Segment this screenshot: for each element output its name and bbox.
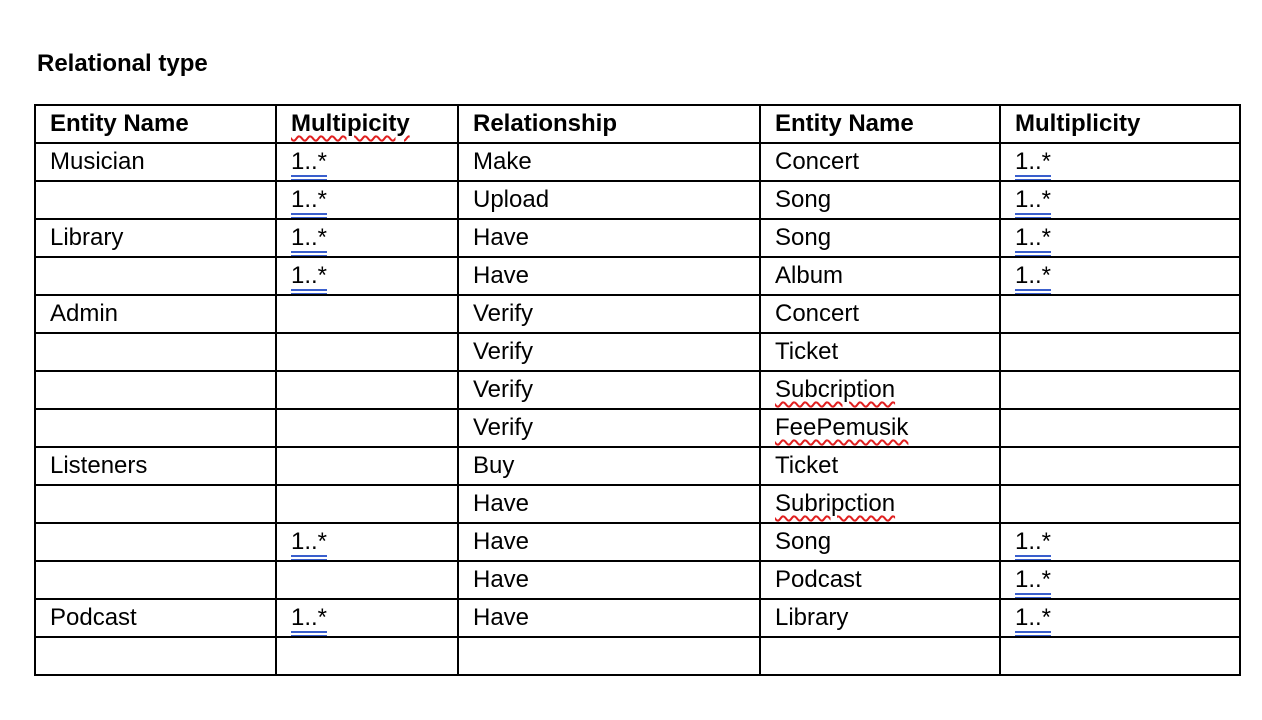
entity-name-2-cell <box>760 485 1000 523</box>
entity-name-2-cell <box>760 599 1000 637</box>
header-entity-name: Entity Name <box>35 105 276 143</box>
entity-name-2-cell <box>760 181 1000 219</box>
cell-text: Have <box>473 566 530 593</box>
cell-text: Have <box>473 224 530 251</box>
table-row <box>35 181 1240 219</box>
relational-type-table <box>34 104 1241 676</box>
cell-text: Have <box>473 490 530 517</box>
multiplicity-cell <box>276 181 458 219</box>
entity-name-cell <box>35 219 276 257</box>
document-title: Relational type <box>37 50 208 77</box>
table-header-row <box>35 105 1240 143</box>
cell-text: Buy <box>473 452 515 479</box>
cell-text: 1..* <box>1015 224 1052 251</box>
multiplicity-2-cell <box>1000 181 1240 219</box>
multiplicity-cell <box>276 447 458 485</box>
table-row <box>35 409 1240 447</box>
cell-text: Verify <box>473 414 534 441</box>
cell-text: Concert <box>775 148 860 175</box>
table-row <box>35 371 1240 409</box>
entity-name-cell <box>35 181 276 219</box>
cell-text: 1..* <box>291 262 328 289</box>
cell-text: 1..* <box>1015 186 1052 213</box>
table-row <box>35 295 1240 333</box>
cell-text: Concert <box>775 300 860 327</box>
relationship-cell <box>458 371 760 409</box>
relationship-cell <box>458 333 760 371</box>
multiplicity-2-cell <box>1000 295 1240 333</box>
table-row <box>35 561 1240 599</box>
cell-text: Song <box>775 186 832 213</box>
multiplicity-2-cell <box>1000 143 1240 181</box>
multiplicity-cell <box>276 257 458 295</box>
multiplicity-cell <box>276 485 458 523</box>
cell-text: 1..* <box>1015 528 1052 555</box>
relationship-cell <box>458 257 760 295</box>
cell-text: Have <box>473 528 530 555</box>
multiplicity-2-cell <box>1000 333 1240 371</box>
entity-name-cell <box>35 333 276 371</box>
relationship-cell <box>458 143 760 181</box>
multiplicity-2-cell <box>1000 447 1240 485</box>
cell-text: Album <box>775 262 844 289</box>
entity-name-cell <box>35 485 276 523</box>
relationship-cell <box>458 485 760 523</box>
cell-text: Verify <box>473 376 534 403</box>
relationship-cell <box>458 447 760 485</box>
entity-name-2-cell <box>760 561 1000 599</box>
cell-text: Song <box>775 528 832 555</box>
entity-name-cell <box>35 599 276 637</box>
entity-name-2-cell <box>760 257 1000 295</box>
cell-text: Subcription <box>775 376 896 403</box>
entity-name-cell <box>35 409 276 447</box>
table-row <box>35 485 1240 523</box>
multiplicity-cell <box>276 599 458 637</box>
cell-text: Verify <box>473 338 534 365</box>
cell-text: Listeners <box>50 452 148 479</box>
table-row <box>35 333 1240 371</box>
table-row <box>35 599 1240 637</box>
cell-text: Library <box>50 224 124 251</box>
entity-name-2-cell <box>760 523 1000 561</box>
cell-text: Podcast <box>775 566 862 593</box>
cell-text: Subripction <box>775 490 896 517</box>
multiplicity-cell <box>276 561 458 599</box>
cell-text: 1..* <box>1015 262 1052 289</box>
multiplicity-2-cell <box>1000 257 1240 295</box>
table-row <box>35 447 1240 485</box>
relationship-cell <box>458 523 760 561</box>
entity-name-cell <box>35 447 276 485</box>
entity-name-2-cell <box>760 637 1000 675</box>
entity-name-2-cell <box>760 447 1000 485</box>
multiplicity-cell <box>276 143 458 181</box>
table-row <box>35 219 1240 257</box>
relationship-cell <box>458 181 760 219</box>
multiplicity-2-cell <box>1000 561 1240 599</box>
multiplicity-2-cell <box>1000 637 1240 675</box>
multiplicity-cell <box>276 409 458 447</box>
entity-name-2-cell <box>760 333 1000 371</box>
relationship-cell <box>458 219 760 257</box>
cell-text: Library <box>775 604 849 631</box>
entity-name-cell <box>35 143 276 181</box>
cell-text: 1..* <box>291 604 328 631</box>
multiplicity-2-cell <box>1000 371 1240 409</box>
cell-text: 1..* <box>291 224 328 251</box>
cell-text: 1..* <box>1015 148 1052 175</box>
cell-text: 1..* <box>291 148 328 175</box>
cell-text: Ticket <box>775 452 839 479</box>
header-entity-name-2: Entity Name <box>760 105 1000 143</box>
relationship-cell <box>458 295 760 333</box>
entity-name-cell <box>35 523 276 561</box>
entity-name-2-cell <box>760 371 1000 409</box>
cell-text: Admin <box>50 300 119 327</box>
header-multiplicity: Multipicity <box>276 105 458 143</box>
entity-name-cell <box>35 637 276 675</box>
entity-name-2-cell <box>760 219 1000 257</box>
cell-text: FeePemusik <box>775 414 909 441</box>
table-row <box>35 637 1240 675</box>
entity-name-2-cell <box>760 143 1000 181</box>
table-row <box>35 143 1240 181</box>
multiplicity-2-cell <box>1000 219 1240 257</box>
table-body <box>35 143 1240 675</box>
cell-text: 1..* <box>291 186 328 213</box>
cell-text: Musician <box>50 148 145 175</box>
relationship-cell <box>458 599 760 637</box>
multiplicity-2-cell <box>1000 523 1240 561</box>
relationship-cell <box>458 637 760 675</box>
multiplicity-2-cell <box>1000 485 1240 523</box>
cell-text: Make <box>473 148 532 175</box>
multiplicity-cell <box>276 523 458 561</box>
multiplicity-cell <box>276 219 458 257</box>
multiplicity-cell <box>276 333 458 371</box>
table-row <box>35 523 1240 561</box>
cell-text: Podcast <box>50 604 137 631</box>
cell-text: 1..* <box>291 528 328 555</box>
relationship-cell <box>458 561 760 599</box>
entity-name-cell <box>35 371 276 409</box>
cell-text: Have <box>473 262 530 289</box>
cell-text: Verify <box>473 300 534 327</box>
cell-text: 1..* <box>1015 566 1052 593</box>
header-relationship: Relationship <box>458 105 760 143</box>
multiplicity-2-cell <box>1000 409 1240 447</box>
multiplicity-cell <box>276 295 458 333</box>
cell-text: Have <box>473 604 530 631</box>
multiplicity-cell <box>276 637 458 675</box>
cell-text: Song <box>775 224 832 251</box>
cell-text: Upload <box>473 186 550 213</box>
relationship-cell <box>458 409 760 447</box>
multiplicity-2-cell <box>1000 599 1240 637</box>
cell-text: Ticket <box>775 338 839 365</box>
header-multiplicity-2: Multiplicity <box>1000 105 1240 143</box>
entity-name-cell <box>35 295 276 333</box>
entity-name-cell <box>35 257 276 295</box>
table-row <box>35 257 1240 295</box>
entity-name-2-cell <box>760 409 1000 447</box>
entity-name-cell <box>35 561 276 599</box>
multiplicity-cell <box>276 371 458 409</box>
entity-name-2-cell <box>760 295 1000 333</box>
cell-text: 1..* <box>1015 604 1052 631</box>
